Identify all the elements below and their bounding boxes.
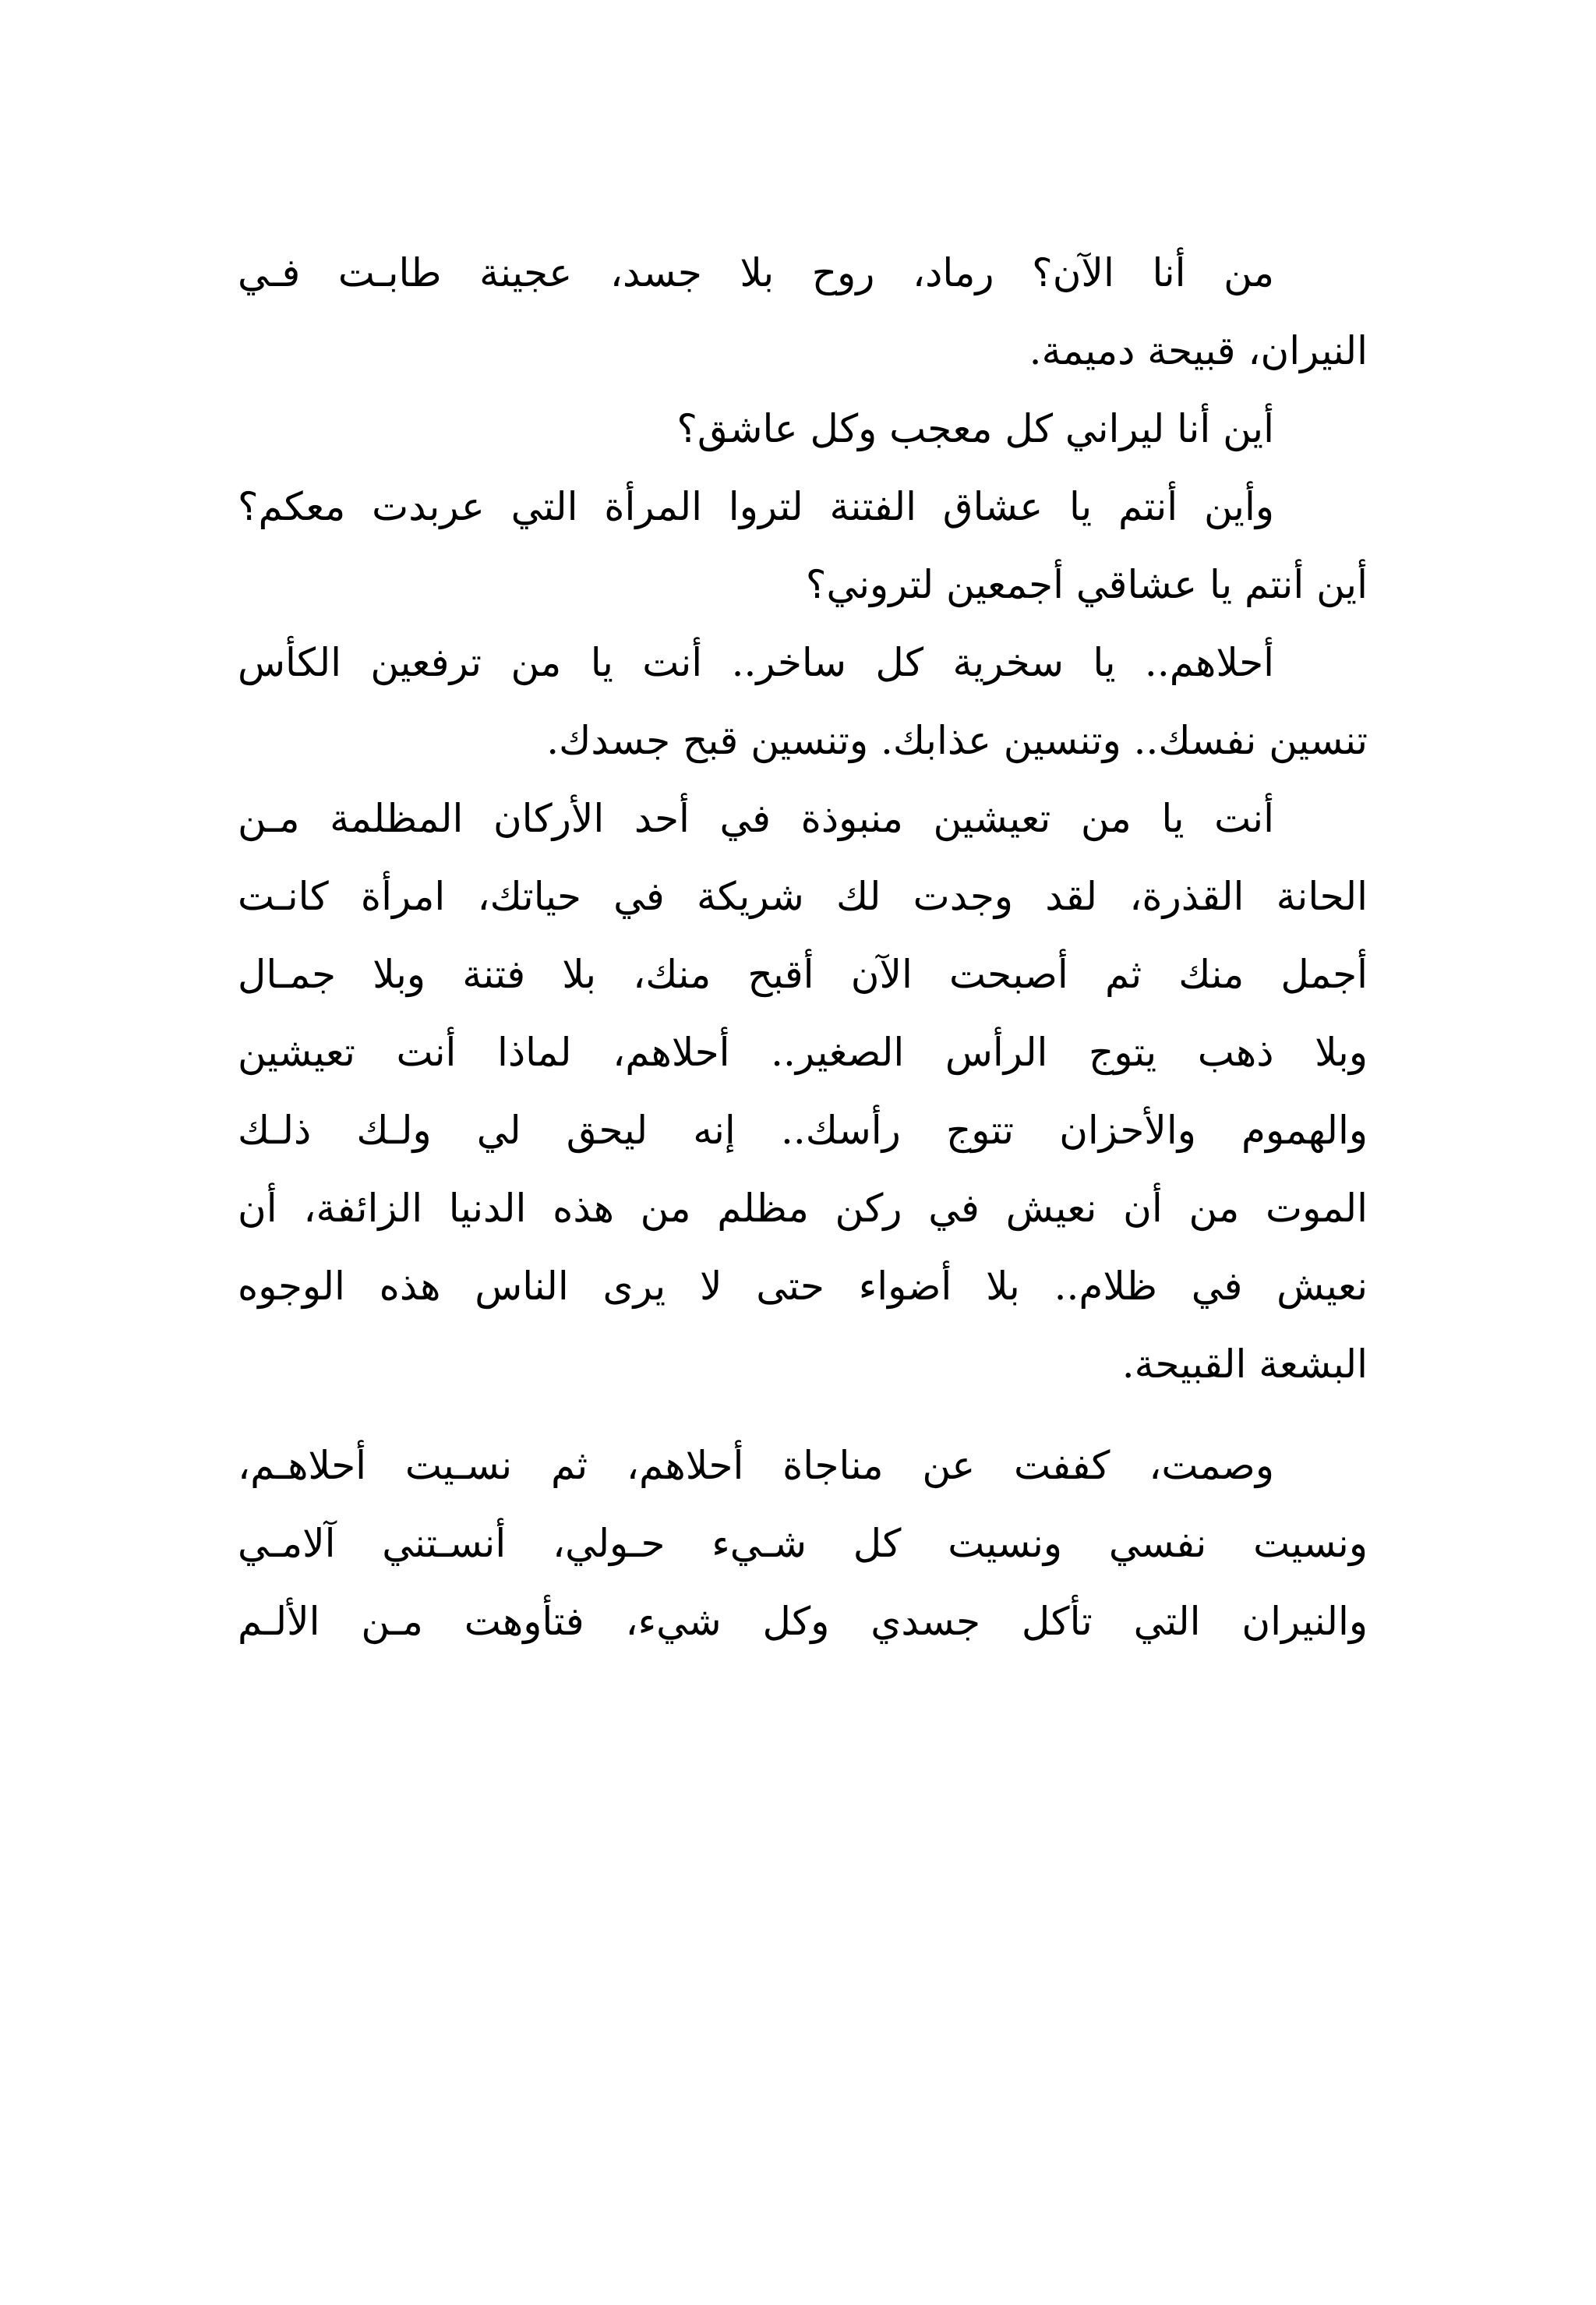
text-line: تنسين نفسك.. وتنسين عذابك. وتنسين قبح جسدك. [546,718,1368,763]
text-line: أحلاهم.. يا سخرية كل ساخر.. أنت يا من ترفعين الكأس [238,640,1274,685]
text-line: نعيش في ظلام.. بلا أضواء حتى لا يرى الناس هذه الوجوه [238,1264,1368,1309]
paragraph-gap [238,1403,1368,1426]
text-line: والنيران التي تأكل جسدي وكل شيء، فتأوهت مـن الألـم [238,1599,1368,1644]
text-line: البشعة القبيحة. [1121,1342,1368,1387]
text-line: أين أنا ليراني كل معجب وكل عاشق؟ [676,406,1274,451]
text-line: وبلا ذهب يتوج الرأس الصغير.. أحلاهم، لماذا أنت تعيشين [238,1030,1368,1075]
text-line: الحانة القذرة، لقد وجدت لك شريكة في حياتك، امرأة كانـت [238,874,1368,919]
text-line: والهموم والأحزان تتوج رأسك.. إنه ليحق لي ولـك ذلـك [238,1108,1368,1153]
text-line: أجمل منك ثم أصبحت الآن أقبح منك، بلا فتنة وبلا جمـال [238,952,1368,997]
text-line: وأين أنتم يا عشاق الفتنة لتروا المرأة التي عربدت معكم؟ [238,484,1274,529]
text-line: أين أنتم يا عشاقي أجمعين لتروني؟ [805,562,1368,607]
text-line: النيران، قبيحة دميمة. [1029,328,1368,373]
text-line: الموت من أن نعيش في ركن مظلم من هذه الدنيا الزائفة، أن [238,1186,1368,1231]
body-text [238,234,1368,1660]
text-line: من أنا الآن؟ رماد، روح بلا جسد، عجينة طابـت فـي [238,250,1274,295]
text-line: أنت يا من تعيشين منبوذة في أحد الأركان المظلمة مـن [238,796,1274,841]
text-line: ونسيت نفسي ونسيت كل شـيء حـولي، أنسـتني آلامـي [238,1521,1368,1566]
text-line: وصمت، كففت عن مناجاة أحلاهم، ثم نسـيت أحلاهـم، [238,1443,1274,1488]
